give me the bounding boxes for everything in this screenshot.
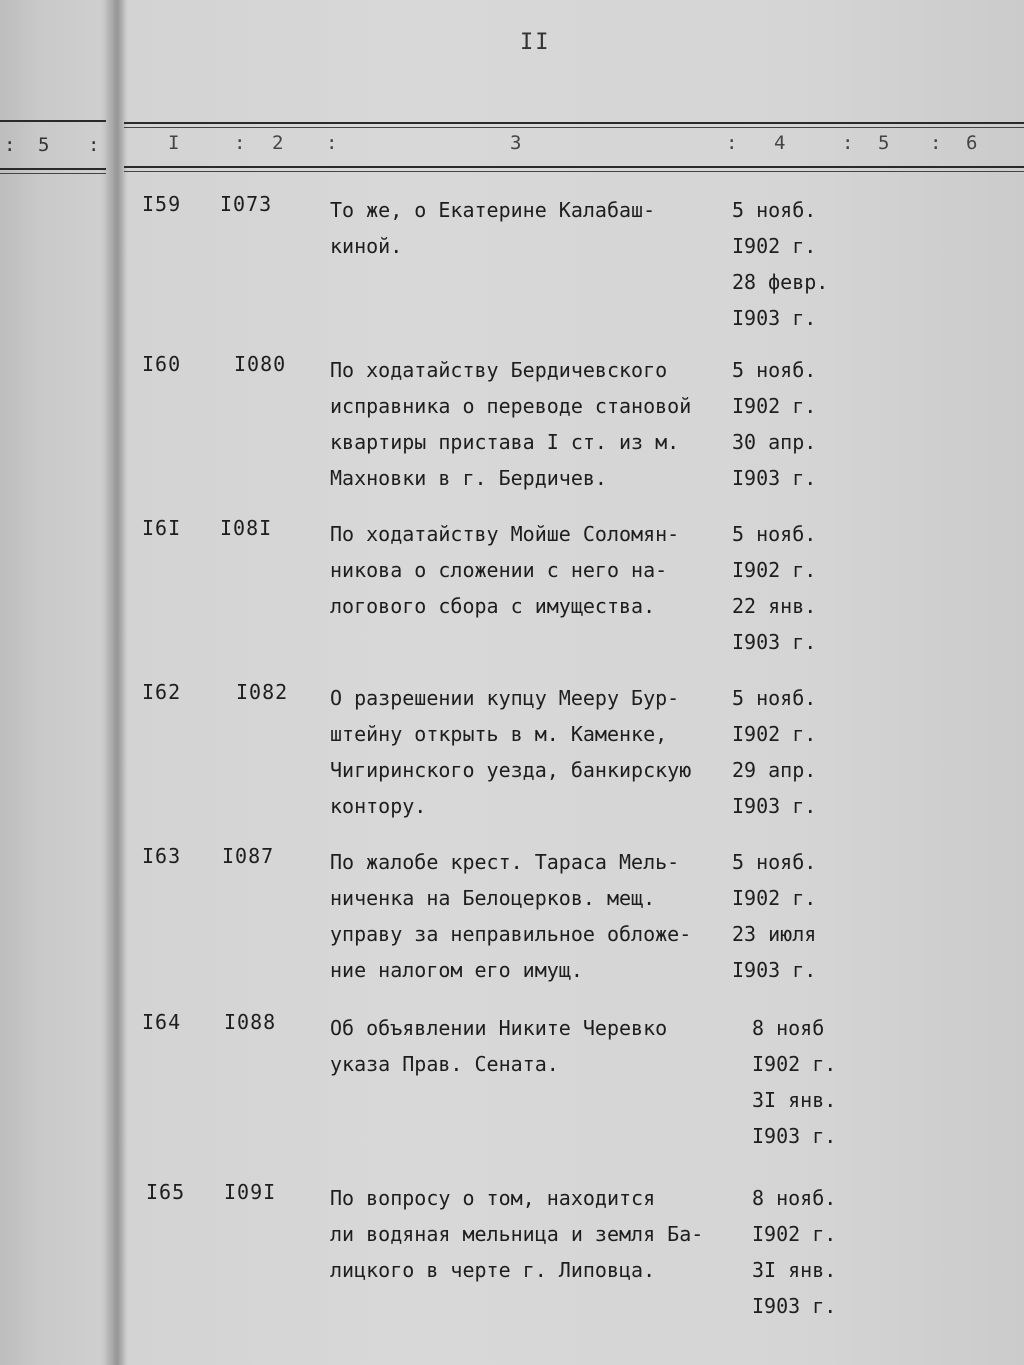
date-line: 5 нояб.	[732, 522, 817, 546]
date-line: I903 г.	[732, 958, 817, 982]
entry-number: I63	[142, 844, 182, 868]
col-header-4: 4	[774, 132, 786, 154]
col-header-1: I	[168, 132, 180, 154]
description-line: киной.	[330, 234, 403, 258]
description-line: ли водяная мельница и земля Ба-	[330, 1222, 704, 1246]
description-line: Махновки в г. Бердичев.	[330, 466, 607, 490]
entry-dates	[732, 680, 862, 824]
col-header-sep-4: :	[842, 132, 854, 154]
date-line: I902 г.	[732, 722, 817, 746]
file-number: I073	[220, 192, 273, 216]
description-line: штейну открыть в м. Каменке,	[330, 722, 668, 746]
date-line: 5 нояб.	[732, 198, 817, 222]
date-line: I903 г.	[752, 1124, 837, 1148]
description-line: контору.	[330, 794, 427, 818]
description-line: указа Прав. Сената.	[330, 1052, 559, 1076]
date-line: I902 г.	[732, 234, 817, 258]
entry-number: I60	[142, 352, 182, 376]
col-header-2: 2	[272, 132, 284, 154]
description-line: О разрешении купцу Мееру Бур-	[330, 686, 680, 710]
date-line: 8 нояб.	[752, 1186, 837, 1210]
description-line: исправника о переводе становой	[330, 394, 692, 418]
entry-dates	[732, 192, 862, 336]
entry-number: I65	[146, 1180, 186, 1204]
file-number: I082	[236, 680, 289, 704]
description-line: логового сбора с имущества.	[330, 594, 656, 618]
description-line: управу за неправильное обложе-	[330, 922, 692, 946]
table-header-top-rule	[124, 122, 1024, 124]
page-number: II	[520, 30, 551, 55]
table-header-top-rule-2	[124, 127, 1024, 128]
entry-description	[330, 516, 735, 624]
col-header-sep-5: :	[930, 132, 942, 154]
entry-description	[330, 352, 735, 496]
date-line: I902 г.	[752, 1052, 837, 1076]
description-line: По вопросу о том, находится	[330, 1186, 656, 1210]
entry-number: I6I	[142, 516, 182, 540]
description-line: никова о сложении с него на-	[330, 558, 668, 582]
description-line: лицкого в черте г. Липовца.	[330, 1258, 656, 1282]
date-line: I903 г.	[732, 794, 817, 818]
col-header-5: 5	[878, 132, 890, 154]
file-number: I08I	[220, 516, 273, 540]
col-header-sep-1: :	[234, 132, 246, 154]
date-line: I903 г.	[732, 466, 817, 490]
date-line: I902 г.	[752, 1222, 837, 1246]
date-line: 8 нояб	[752, 1016, 825, 1040]
description-line: Чигиринского уезда, банкирскую	[330, 758, 692, 782]
table-header-bottom-rule-2	[124, 171, 1024, 172]
date-line: I903 г.	[732, 630, 817, 654]
date-line: I902 г.	[732, 886, 817, 910]
col-header-3: 3	[510, 132, 522, 154]
entry-dates	[732, 844, 862, 988]
entry-description	[330, 844, 735, 988]
entry-number: I59	[142, 192, 182, 216]
entry-dates	[732, 352, 862, 496]
date-line: 5 нояб.	[732, 850, 817, 874]
date-line: 23 июля	[732, 922, 817, 946]
entry-description	[330, 680, 735, 824]
date-line: 3I янв.	[752, 1088, 837, 1112]
book-fold-shadow	[104, 0, 126, 1365]
date-line: 29 апр.	[732, 758, 817, 782]
entry-number: I64	[142, 1010, 182, 1034]
date-line: 30 апр.	[732, 430, 817, 454]
entry-dates	[752, 1180, 882, 1324]
entry-description	[330, 1010, 735, 1082]
date-line: I903 г.	[752, 1294, 837, 1318]
file-number: I087	[222, 844, 275, 868]
description-line: ние налогом его имущ.	[330, 958, 583, 982]
date-line: I902 г.	[732, 394, 817, 418]
description-line: По жалобе крест. Тараса Мель-	[330, 850, 680, 874]
col-header-sep-2: :	[326, 132, 338, 154]
description-line: Об объявлении Никите Черевко	[330, 1016, 668, 1040]
date-line: I902 г.	[732, 558, 817, 582]
file-number: I09I	[224, 1180, 277, 1204]
left-page-bottom-rule	[0, 168, 106, 170]
date-line: 28 февр.	[732, 270, 829, 294]
date-line: 22 янв.	[732, 594, 817, 618]
left-page-top-rule	[0, 120, 106, 122]
table-header-bottom-rule	[124, 166, 1024, 168]
description-line: По ходатайству Бердичевского	[330, 358, 668, 382]
date-line: 5 нояб.	[732, 358, 817, 382]
date-line: 3I янв.	[752, 1258, 837, 1282]
entry-number: I62	[142, 680, 182, 704]
left-page-header-sep-left: :	[4, 134, 16, 156]
entry-dates	[752, 1010, 882, 1154]
file-number: I080	[234, 352, 287, 376]
entry-description	[330, 1180, 735, 1288]
entry-description	[330, 192, 735, 264]
description-line: По ходатайству Мойше Соломян-	[330, 522, 680, 546]
left-page-header-col: 5	[38, 134, 50, 156]
col-header-sep-3: :	[726, 132, 738, 154]
description-line: То же, о Екатерине Калабаш-	[330, 198, 656, 222]
entry-dates	[732, 516, 862, 660]
left-page-bottom-rule-2	[0, 173, 106, 174]
date-line: I903 г.	[732, 306, 817, 330]
description-line: ниченка на Белоцерков. мещ.	[330, 886, 656, 910]
description-line: квартиры пристава I ст. из м.	[330, 430, 680, 454]
col-header-6: 6	[966, 132, 978, 154]
file-number: I088	[224, 1010, 277, 1034]
date-line: 5 нояб.	[732, 686, 817, 710]
left-page-header-sep-right: :	[88, 134, 100, 156]
